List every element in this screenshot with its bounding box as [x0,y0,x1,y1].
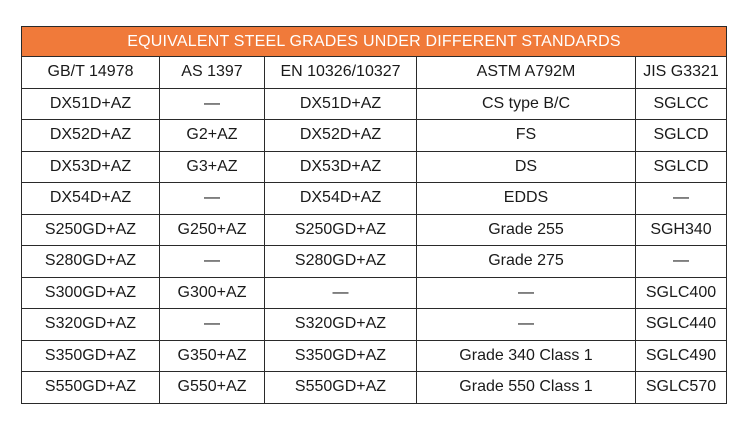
table-row [22,372,727,404]
column-header: GB/T 14978 [22,57,160,89]
table-row [22,88,727,120]
table-cell: S320GD+AZ [265,309,417,341]
table-cell: DX51D+AZ [265,88,417,120]
table-cell: S250GD+AZ [265,214,417,246]
table-cell: SGLC400 [636,277,727,309]
table-row [22,277,727,309]
table-cell: FS [417,120,636,152]
table-cell: SGLCD [636,151,727,183]
table-cell: DS [417,151,636,183]
table-cell: S320GD+AZ [22,309,160,341]
table-cell: G2+AZ [160,120,265,152]
table-cell: G3+AZ [160,151,265,183]
table-cell: G250+AZ [160,214,265,246]
table-cell: — [417,309,636,341]
table-cell: — [636,183,727,215]
table-cell: — [265,277,417,309]
column-header: ASTM A792M [417,57,636,89]
table-row [22,120,727,152]
table-cell: G300+AZ [160,277,265,309]
table-cell: DX51D+AZ [22,88,160,120]
table-row [22,183,727,215]
table-cell: S280GD+AZ [265,246,417,278]
table-cell: S550GD+AZ [265,372,417,404]
table-cell: Grade 255 [417,214,636,246]
table-row [22,214,727,246]
table-cell: G550+AZ [160,372,265,404]
table-cell: — [417,277,636,309]
table-cell: SGLC440 [636,309,727,341]
table-cell: SGH340 [636,214,727,246]
steel-grades-table [21,26,727,404]
table-cell: S350GD+AZ [265,340,417,372]
column-header: JIS G3321 [636,57,727,89]
table-row [22,340,727,372]
table-cell: DX54D+AZ [22,183,160,215]
table-cell: DX53D+AZ [265,151,417,183]
table-cell: S350GD+AZ [22,340,160,372]
table-cell: — [160,246,265,278]
table-cell: SGLC570 [636,372,727,404]
table-cell: DX52D+AZ [22,120,160,152]
table-cell: S300GD+AZ [22,277,160,309]
table-cell: Grade 550 Class 1 [417,372,636,404]
table-cell: DX53D+AZ [22,151,160,183]
steel-grades-table-container [21,26,726,404]
table-cell: SGLC490 [636,340,727,372]
table-cell: S250GD+AZ [22,214,160,246]
table-cell: — [160,88,265,120]
table-cell: — [160,183,265,215]
table-cell: Grade 340 Class 1 [417,340,636,372]
table-cell: — [636,246,727,278]
table-title-row [22,27,727,57]
table-title: EQUIVALENT STEEL GRADES UNDER DIFFERENT STANDARDS [22,27,727,57]
table-cell: S280GD+AZ [22,246,160,278]
table-cell: — [160,309,265,341]
column-header: EN 10326/10327 [265,57,417,89]
table-cell: SGLCD [636,120,727,152]
table-row [22,246,727,278]
table-cell: S550GD+AZ [22,372,160,404]
table-cell: CS type B/C [417,88,636,120]
table-cell: Grade 275 [417,246,636,278]
table-row [22,151,727,183]
column-header: AS 1397 [160,57,265,89]
table-cell: SGLCC [636,88,727,120]
table-header-row [22,57,727,89]
table-cell: EDDS [417,183,636,215]
table-row [22,309,727,341]
table-cell: G350+AZ [160,340,265,372]
table-cell: DX52D+AZ [265,120,417,152]
table-cell: DX54D+AZ [265,183,417,215]
